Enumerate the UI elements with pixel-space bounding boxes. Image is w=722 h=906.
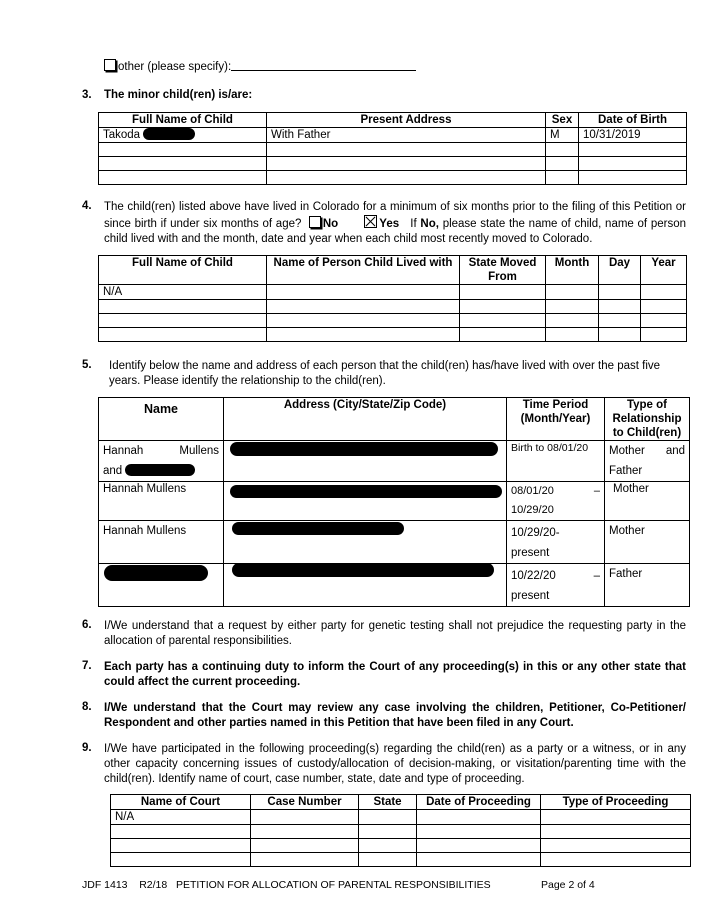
section-9-number: 9. — [82, 742, 92, 754]
resident-name: Hannah Mullens — [99, 521, 224, 564]
table-row: Hannah Mullens 08/01/20 – 10/29/20 Mother — [99, 482, 690, 521]
yes-checkbox-checked[interactable] — [364, 215, 377, 228]
table-row — [99, 128, 687, 143]
col-day: Day — [599, 256, 641, 285]
section-8-text: I/We understand that the Court may review any case involving the children, Petitioner, Co-Petitioner/ Respondent and other parties named in this Petition that have been filed in any Court. — [104, 702, 686, 729]
section-5-number: 5. — [82, 359, 92, 371]
table-row: Hannah Mullens and Birth to 08/01/20 Mother and Father — [99, 441, 690, 482]
redaction — [232, 563, 494, 577]
table-row — [99, 143, 687, 157]
relationship: Mother — [605, 521, 690, 564]
section-3-title: The minor child(ren) is/are: — [104, 89, 253, 101]
section-5-text: Identify below the name and address of each person that the child(ren) has/have lived with over the past five years. Please identify the relationship to the child(ren). — [109, 360, 661, 387]
table-row: Hannah Mullens 10/29/20- present Mother — [99, 521, 690, 564]
table-row — [99, 328, 687, 342]
col-state-moved-from: State Moved From — [460, 256, 546, 285]
section-4-number: 4. — [82, 200, 92, 212]
children-table — [98, 112, 687, 185]
redaction — [230, 442, 498, 456]
no-checkbox[interactable] — [309, 216, 321, 228]
col-time-period: Time Period (Month/Year) — [507, 398, 605, 441]
table-row — [111, 810, 691, 825]
col-month: Month — [546, 256, 599, 285]
other-option — [104, 59, 416, 73]
redaction — [230, 485, 502, 498]
col-person-lived-with: Name of Person Child Lived with — [267, 256, 460, 285]
col-type-of-proceeding: Type of Proceeding — [541, 795, 691, 810]
col-name: Name — [99, 398, 224, 441]
proceedings-table — [110, 794, 691, 867]
child-name: Takoda — [103, 129, 141, 141]
colorado-residency-table — [98, 255, 687, 342]
col-name-of-court: Name of Court — [111, 795, 251, 810]
section-7-number: 7. — [82, 660, 92, 672]
footer-page-number: Page 2 of 4 — [541, 879, 595, 891]
col-state: State — [359, 795, 417, 810]
table-row — [99, 157, 687, 171]
col-date-of-proceeding: Date of Proceeding — [417, 795, 541, 810]
child-sex: M — [546, 128, 579, 143]
other-label: other (please specify): — [118, 61, 232, 73]
col-full-name: Full Name of Child — [99, 113, 267, 128]
redaction — [232, 522, 404, 535]
na-cell: N/A — [99, 285, 267, 300]
col-full-name: Full Name of Child — [99, 256, 267, 285]
section-6-text: I/We understand that a request by either party for genetic testing shall not prejudice the requesting party in the allocation of parental responsibilities. — [104, 620, 686, 647]
redaction — [104, 565, 208, 581]
col-present-address: Present Address — [267, 113, 546, 128]
table-row — [99, 314, 687, 328]
section-6-number: 6. — [82, 619, 92, 631]
yes-label: Yes — [379, 218, 400, 230]
table-row — [111, 839, 691, 853]
time-period: Birth to 08/01/20 — [507, 441, 605, 482]
table-row — [99, 171, 687, 185]
resident-name: Hannah Mullens — [99, 482, 224, 521]
section-9-text: I/We have participated in the following proceeding(s) regarding the child(ren) as a party or a witness, or in any other capacity concerning issues of custody/allocation of decision-making, or visitation/parenting time with the child(ren). Identify name of court, case number, state, date and type of proceeding. — [104, 743, 686, 785]
col-dob: Date of Birth — [579, 113, 687, 128]
redaction — [125, 464, 195, 476]
relationship: Mother — [605, 482, 690, 521]
col-case-number: Case Number — [251, 795, 359, 810]
redaction — [143, 128, 195, 140]
footer-form-id: JDF 1413 R2/18 PETITION FOR ALLOCATION OF PARENTAL RESPONSIBILITIES — [82, 879, 491, 891]
col-relationship: Type of Relationship to Child(ren) — [605, 398, 690, 441]
col-sex: Sex — [546, 113, 579, 128]
table-row — [111, 825, 691, 839]
section-7-text: Each party has a continuing duty to inform the Court of any proceeding(s) in this or any other state that could affect the current proceeding. — [104, 661, 686, 688]
no-label: No — [322, 218, 339, 230]
table-row — [99, 285, 687, 300]
child-dob: 10/31/2019 — [579, 128, 687, 143]
relationship: Father — [605, 564, 690, 607]
other-specify-line[interactable] — [231, 59, 416, 71]
child-address: With Father — [267, 128, 546, 143]
section-3-number: 3. — [82, 89, 92, 101]
col-address: Address (City/State/Zip Code) — [224, 398, 507, 441]
table-row — [111, 853, 691, 867]
na-cell: N/A — [111, 810, 251, 825]
other-checkbox[interactable] — [104, 59, 116, 71]
col-year: Year — [641, 256, 687, 285]
table-row: 10/22/20 – present Father — [99, 564, 690, 607]
section-8-number: 8. — [82, 701, 92, 713]
table-row — [99, 300, 687, 314]
section-4-text: The child(ren) listed above have lived in Colorado for a minimum of six months prior to the filing of this Petition or since birth if under six months of age? No Yes If No, please state the name of child, name of person child lived with and the month, date and year when each child most recently moved to Colorado. — [104, 201, 687, 245]
